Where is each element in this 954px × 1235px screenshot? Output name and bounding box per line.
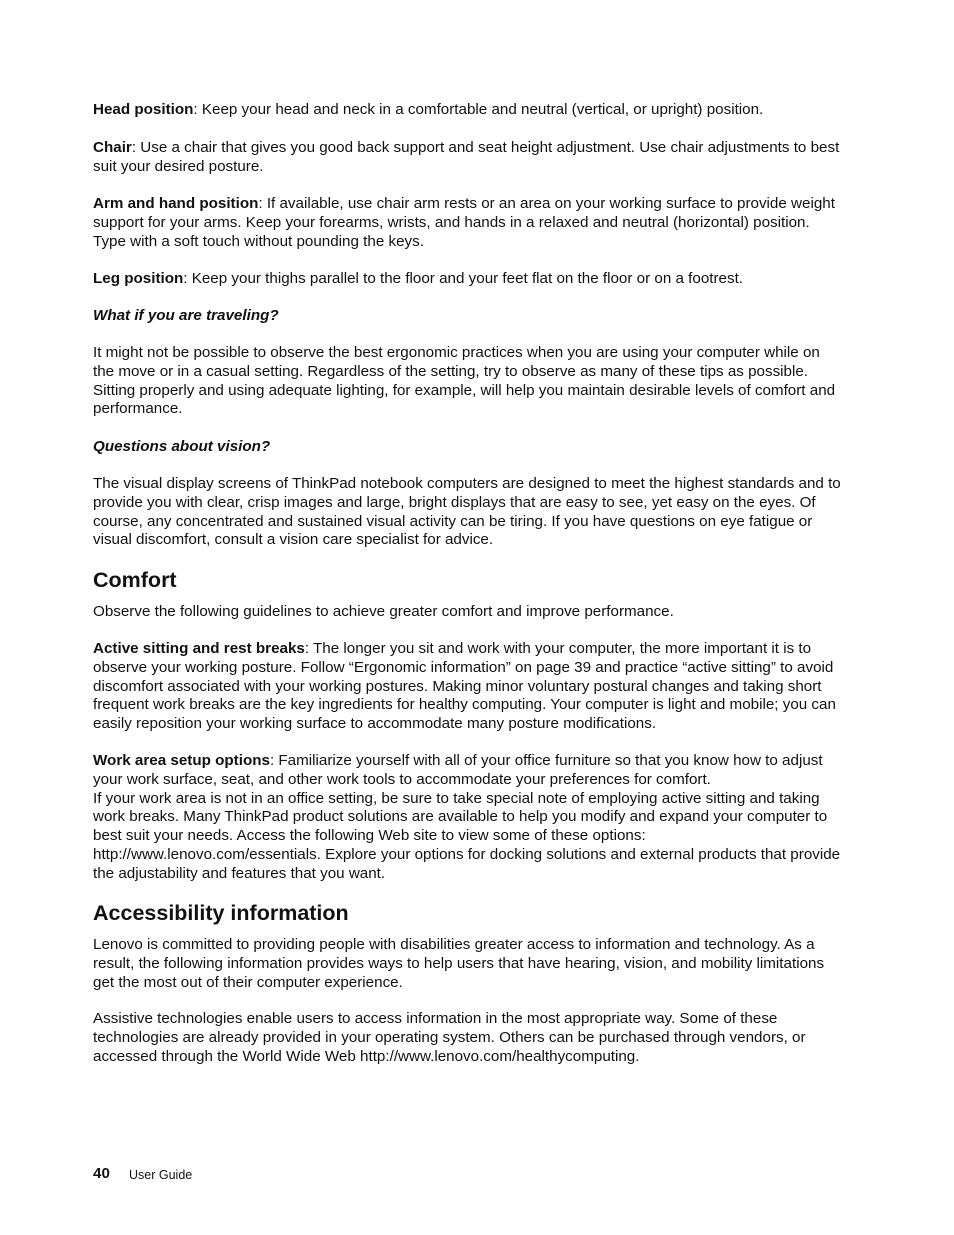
accessibility-paragraph-1: Lenovo is committed to providing people with disabilities greater access to information and technology. As a result, the following information provides ways to help users that have hearing, vision, and mobility limitations get the most out of their computer experience. [93, 936, 825, 991]
head-position-label: Head position [93, 101, 194, 118]
head-position-text: : Keep your head and neck in a comfortable and neutral (vertical, or upright) position. [193, 101, 764, 118]
page-number: 40 [93, 1165, 110, 1182]
arm-hand-label: Arm and hand position [93, 195, 259, 212]
vision-paragraph: The visual display screens of ThinkPad notebook computers are designed to meet the highest standards and to provide you with clear, crisp images and large, bright displays that are easy to see, yet easy on the eyes. Of course, any concentrated and sustained visual activity can be tiring. If you have questions on eye fatigue or visual discomfort, consult a vision care specialist for advice. [93, 475, 841, 549]
active-sitting-paragraph [93, 640, 841, 734]
document-name: User Guide [129, 1168, 193, 1182]
accessibility-paragraph-2: Assistive technologies enable users to access information in the most appropriate way. Some of these technologies are already provided in your operating system. Others can be purchased through vendors, or accessed through the World Wide Web http://www.lenovo.com/healthycomputing. [93, 1010, 806, 1065]
work-area-label: Work area setup options [93, 752, 270, 769]
traveling-paragraph: It might not be possible to observe the best ergonomic practices when you are using your computer while on the move or in a casual setting. Regardless of the setting, try to observe as many of these tips as possible. Sitting properly and using adequate lighting, for example, will help you maintain desirable levels of comfort and performance. [93, 344, 836, 418]
accessibility-heading: Accessibility information [93, 901, 349, 925]
comfort-intro: Observe the following guidelines to achieve greater comfort and improve performance. [93, 603, 674, 620]
leg-position-label: Leg position [93, 270, 184, 287]
traveling-subheading: What if you are traveling? [93, 307, 279, 324]
work-area-paragraph [93, 752, 841, 884]
comfort-heading: Comfort [93, 568, 177, 592]
work-area-text: : Familiarize yourself with all of your office furniture so that you know how to adjust your work surface, seat, and other work tools to accommodate your preferences for comfort. [93, 752, 823, 788]
page-footer [93, 1164, 493, 1186]
leg-position-paragraph [93, 270, 841, 289]
active-sitting-text: : The longer you sit and work with your computer, the more important it is to observe your working posture. Follow “Ergonomic information” on page 39 and practice “active sitting” to avoid discomfort associated with your working postures. Making minor voluntary postural changes and taking short frequent work breaks are the key ingredients for healthy computing. Your computer is light and mobile; you can easily reposition your working surface to accommodate many posture modifications. [93, 640, 836, 733]
leg-position-text: : Keep your thighs parallel to the floor and your feet flat on the floor or on a footrest. [183, 270, 744, 287]
vision-subheading: Questions about vision? [93, 438, 271, 455]
arm-hand-paragraph [93, 195, 841, 251]
chair-paragraph [93, 139, 841, 177]
work-area-text-continued: If your work area is not in an office setting, be sure to take special note of employing active sitting and taking work breaks. Many ThinkPad product solutions are available to help you modify and expand your computer to best suit your needs. Access the following Web site to view some of these options: http://www.lenovo.com/essentials. Explore your options for docking solutions and external products that provide the adjustability and features that you want. [93, 789, 841, 882]
chair-text: : Use a chair that gives you good back support and seat height adjustment. Use chair adjustments to best suit your desired posture. [93, 139, 840, 175]
arm-hand-text: : If available, use chair arm rests or an area on your working surface to provide weight support for your arms. Keep your forearms, wrists, and hands in a relaxed and neutral (horizontal) position. Type with a soft touch without pounding the keys. [93, 195, 835, 250]
chair-label: Chair [93, 139, 132, 156]
head-position-paragraph [93, 101, 841, 120]
active-sitting-label: Active sitting and rest breaks [93, 640, 305, 657]
